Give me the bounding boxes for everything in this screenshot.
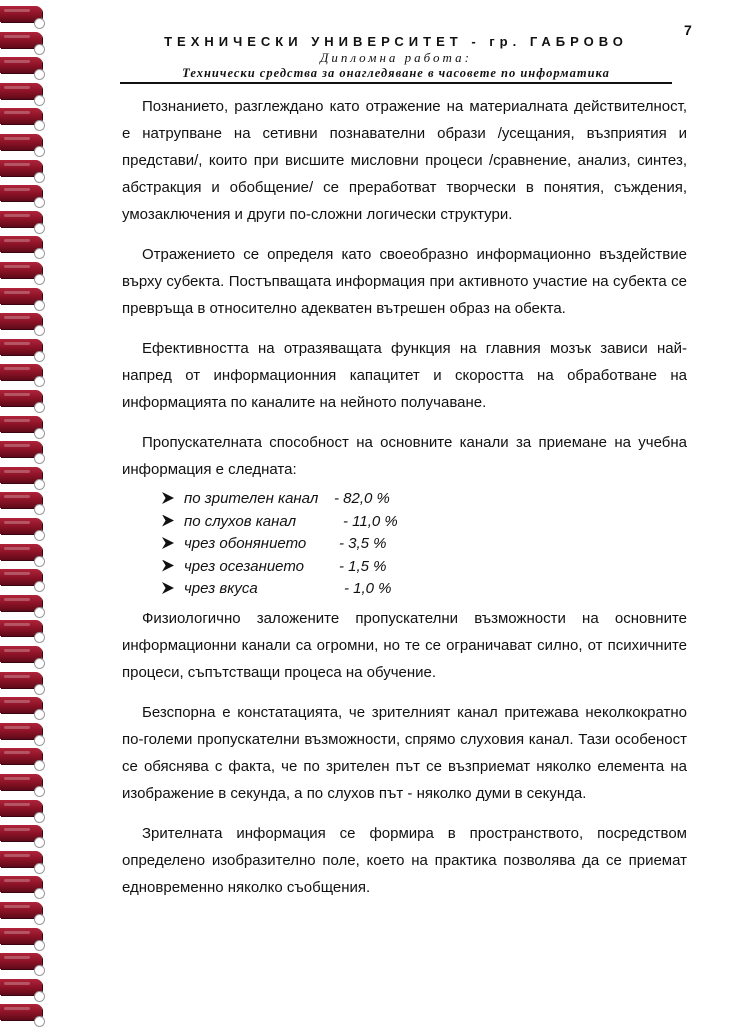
binding-hole — [34, 120, 45, 131]
paragraph: Зрителната информация се формира в пространството, посредством определено изобразително поле, което на практика позволява да се приемат едновременно няколко съобщения. — [122, 824, 687, 896]
binding-hole — [34, 607, 45, 618]
binding-hole — [34, 453, 45, 464]
binding-hole — [34, 709, 45, 720]
paragraph: Пропускателната способност на основните канали за приемане на учебна информация е следната: — [122, 434, 687, 478]
channel-label: чрез обонянието — [184, 535, 307, 552]
header-university: ТЕХНИЧЕСКИ УНИВЕРСИТЕТ - гр. ГАБРОВО — [164, 34, 628, 49]
channel-label: чрез вкуса — [184, 580, 258, 597]
paragraph: Безспорна е констатацията, че зрителният канал притежава неколкократно по-големи пропускателни възможности, спрямо слуховия канал. Тази особеност се обяснява с факта, че по зрителен път се възприемат няколко елемента на изображение в секунда, а по слухов път - няколко думи в секунда. — [122, 703, 687, 802]
header-thesis-label: Дипломна работа: — [320, 50, 472, 65]
binding-hole — [34, 479, 45, 490]
channel-value: - 11,0 % — [343, 512, 398, 530]
binding-hole — [34, 402, 45, 413]
header-thesis-title: Технически средства за онагледяване в часовете по информатика — [120, 66, 672, 84]
paragraph: Ефективността на отразяващата функция на главния мозък зависи най-напред от информационния капацитет и скоростта на обработване на информацията по каналите на нейното получаване. — [122, 340, 687, 411]
paragraph: Познанието, разглеждано като отражение на материалната действителност, е натрупване на сетивни познавателни образи /усещания, възприятия и представи/, които при висшите мисловни процеси /сравнение, анализ, синтез, абстракция и обобщение/ се преработват творчески в понятия, съждения, умозаключения и други по-сложни логически структури. — [122, 98, 687, 223]
binding-hole — [34, 684, 45, 695]
channel-value: - 1,0 % — [344, 580, 392, 597]
binding-hole — [34, 837, 45, 848]
binding-hole — [34, 965, 45, 976]
list-item — [162, 488, 687, 511]
binding-hole — [34, 69, 45, 80]
list-item — [162, 511, 687, 534]
page-header — [120, 34, 672, 84]
list-item — [162, 533, 687, 556]
arrow-bullet-icon — [162, 560, 174, 572]
binding-hole — [34, 658, 45, 669]
binding-hole — [34, 18, 45, 29]
channel-value: - 82,0 % — [334, 490, 390, 507]
paragraph: Физиологично заложените пропускателни възможности на основните информационни канали са огромни, но те се ограничават силно, от психичните процеси, съпътстващи процеса на обучение. — [122, 609, 687, 681]
page-number: 7 — [684, 22, 692, 38]
paragraph: Отражението се определя като своеобразно информационно въздействие върху субекта. Постъпващата информация при активното участие на субекта се превръща в относително адекватен вътрешен образ на обекта. — [122, 246, 687, 317]
list-item — [162, 578, 687, 601]
list-item — [162, 556, 687, 579]
channel-value: - 1,5 % — [339, 557, 387, 575]
binding-hole — [34, 274, 45, 285]
binding-hole — [34, 146, 45, 157]
binding-hole — [34, 172, 45, 183]
arrow-bullet-icon — [162, 537, 174, 549]
binding-hole — [34, 248, 45, 259]
binding-hole — [34, 44, 45, 55]
binding-hole — [34, 812, 45, 823]
binding-hole — [34, 223, 45, 234]
binding-hole — [34, 735, 45, 746]
binding-hole — [34, 914, 45, 925]
binding-hole — [34, 300, 45, 311]
binding-hole — [34, 863, 45, 874]
arrow-bullet-icon — [162, 515, 174, 527]
channel-list — [122, 488, 687, 601]
spiral-binding — [0, 0, 44, 1024]
binding-hole — [34, 376, 45, 387]
arrow-bullet-icon — [162, 582, 174, 594]
binding-hole — [34, 786, 45, 797]
binding-hole — [34, 325, 45, 336]
binding-hole — [34, 632, 45, 643]
binding-hole — [34, 1016, 45, 1027]
channel-value: - 3,5 % — [339, 535, 387, 552]
binding-hole — [34, 95, 45, 106]
binding-hole — [34, 888, 45, 899]
binding-hole — [34, 530, 45, 541]
channel-label: по зрителен канал — [184, 490, 319, 507]
binding-hole — [34, 428, 45, 439]
binding-hole — [34, 197, 45, 208]
channel-label: чрез осезанието — [184, 557, 305, 575]
binding-hole — [34, 940, 45, 951]
binding-hole — [34, 581, 45, 592]
binding-hole — [34, 991, 45, 1002]
binding-hole — [34, 556, 45, 567]
document-body — [122, 93, 687, 914]
arrow-bullet-icon — [162, 492, 174, 504]
binding-hole — [34, 504, 45, 515]
channel-label: по слухов канал — [184, 512, 297, 530]
binding-hole — [34, 760, 45, 771]
binding-hole — [34, 351, 45, 362]
